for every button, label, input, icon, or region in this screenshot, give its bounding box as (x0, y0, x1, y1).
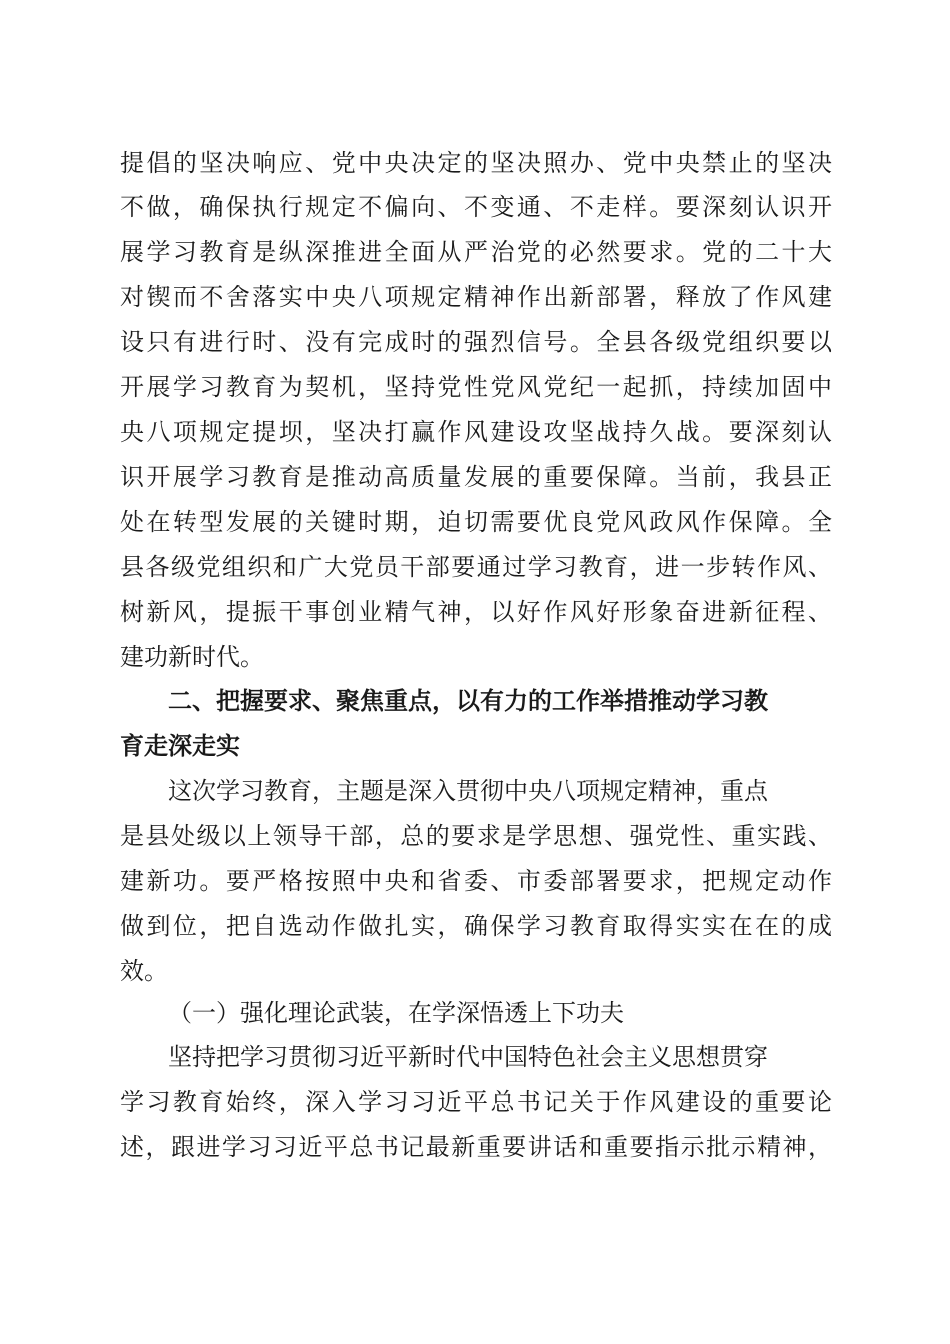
body-text-line: 央八项规定提坝，坚决打赢作风建设攻坚战持久战。要深刻认 (120, 418, 835, 446)
body-text-line: 建功新时代。 (120, 643, 264, 671)
body-text-line: 县各级党组织和广大党员干部要通过学习教育，进一步转作风、 (120, 553, 834, 581)
body-text-line: 展学习教育是纵深推进全面从严治党的必然要求。党的二十大 (120, 238, 835, 266)
body-text-line: 识开展学习教育是推动高质量发展的重要保障。当前，我县正 (120, 463, 835, 491)
body-text-line: 做到位，把自选动作做扎实，确保学习教育取得实实在在的成 (120, 912, 835, 940)
body-text-line: 提倡的坚决响应、党中央决定的坚决照办、党中央禁止的坚决 (120, 149, 835, 177)
body-text-line: 是县处级以上领导干部，总的要求是学思想、强党性、重实践、 (120, 822, 834, 850)
section-heading: 二、把握要求、聚焦重点，以有力的工作举措推动学习教 (168, 687, 768, 715)
body-text-line: 对锲而不舍落实中央八项规定精神作出新部署，释放了作风建 (120, 283, 835, 311)
body-text-line: 效。 (120, 957, 168, 985)
body-text-line: 不做，确保执行规定不偏向、不变通、不走样。要深刻认识开 (120, 193, 835, 221)
body-text-line: 这次学习教育，主题是深入贯彻中央八项规定精神，重点 (168, 777, 768, 805)
body-text-line: 建新功。要严格按照中央和省委、市委部署要求，把规定动作 (120, 867, 835, 895)
body-text-line: 开展学习教育为契机，坚持党性党风党纪一起抓，持续加固中 (120, 373, 835, 401)
body-text-line: 学习教育始终，深入学习习近平总书记关于作风建设的重要论 (120, 1088, 835, 1116)
section-heading-continued: 育走深走实 (120, 732, 240, 760)
body-text-line: 坚持把学习贯彻习近平新时代中国特色社会主义思想贯穿 (168, 1043, 768, 1071)
body-text-line: 处在转型发展的关键时期，迫切需要优良党风政风作保障。全 (120, 508, 835, 536)
body-text-line: 树新风，提振干事创业精气神，以好作风好形象奋进新征程、 (120, 598, 835, 626)
body-text-line: 述，跟进学习习近平总书记最新重要讲话和重要指示批示精神， (120, 1133, 834, 1161)
body-text-line: 设只有进行时、没有完成时的强烈信号。全县各级党组织要以 (120, 328, 835, 356)
subsection-heading: （一）强化理论武装，在学深悟透上下功夫 (168, 999, 624, 1027)
